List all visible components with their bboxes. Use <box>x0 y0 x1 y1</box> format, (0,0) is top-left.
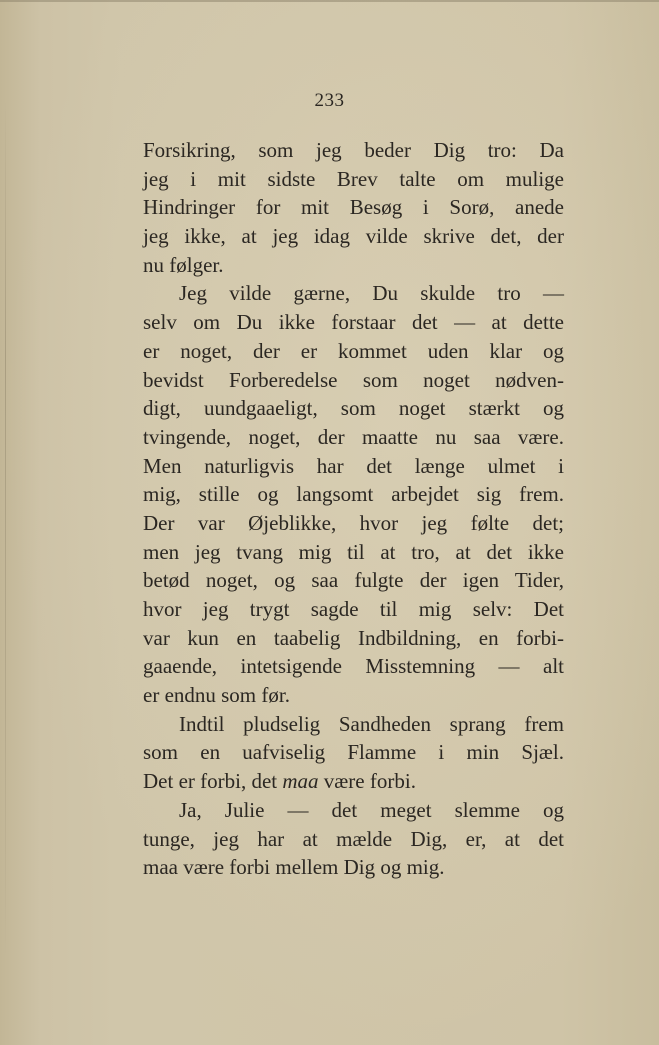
page-top-edge <box>0 0 659 2</box>
text-line: mig, stille og langsomt arbejdet sig frem. <box>143 482 564 507</box>
emphasized-word: maa <box>282 769 319 794</box>
text-line: selv om Du ikke forstaar det — at dette <box>143 310 564 335</box>
paragraph-2 <box>143 279 564 709</box>
text-run: Det er forbi, det <box>143 769 283 794</box>
binding-gutter <box>5 100 6 960</box>
text-line: tunge, jeg har at mælde Dig, er, at det <box>143 826 564 851</box>
body-text <box>143 136 564 882</box>
text-line: Jeg vilde gærne, Du skulde tro — <box>179 281 564 306</box>
text-line: bevidst Forberedelse som noget nødven- <box>143 367 564 392</box>
text-line: Ja, Julie — det meget slemme og <box>179 797 564 822</box>
text-line: Men naturligvis har det længe ulmet i <box>143 453 564 478</box>
text-run: være forbi. <box>318 769 416 794</box>
page-number: 233 <box>314 90 345 111</box>
text-line: Forsikring, som jeg beder Dig tro: Da <box>143 138 564 162</box>
paragraph-3 <box>143 710 564 796</box>
text-line-emphasis <box>143 767 564 796</box>
text-line: maa være forbi mellem Dig og mig. <box>143 855 445 880</box>
text-line: er endnu som før. <box>143 683 290 708</box>
text-line: betød noget, og saa fulgte der igen Tider, <box>143 568 564 593</box>
text-line: Der var Øjeblikke, hvor jeg følte det; <box>143 510 564 535</box>
text-line: Hindringer for mit Besøg i Sorø, anede <box>143 195 564 220</box>
text-line: hvor jeg trygt sagde til mig selv: Det <box>143 597 564 621</box>
text-line: som en uafviselig Flamme i min Sjæl. <box>143 740 564 765</box>
text-line: gaaende, intetsigende Misstemning — alt <box>143 654 564 679</box>
text-line: er noget, der er kommet uden klar og <box>143 338 564 363</box>
text-line: men jeg tvang mig til at tro, at det ikke <box>143 539 564 564</box>
text-line: digt, uundgaaeligt, som noget stærkt og <box>143 396 564 421</box>
paragraph-4 <box>143 796 564 882</box>
text-line: nu følger. <box>143 252 224 277</box>
text-line: var kun en taabelig Indbildning, en forbi- <box>143 625 564 650</box>
text-line: Indtil pludselig Sandheden sprang frem <box>179 711 564 736</box>
text-line: tvingende, noget, der maatte nu saa være. <box>143 424 564 449</box>
text-line: jeg i mit sidste Brev talte om mulige <box>143 166 564 191</box>
text-line: jeg ikke, at jeg idag vilde skrive det, der <box>143 224 564 249</box>
paragraph-1 <box>143 136 564 279</box>
